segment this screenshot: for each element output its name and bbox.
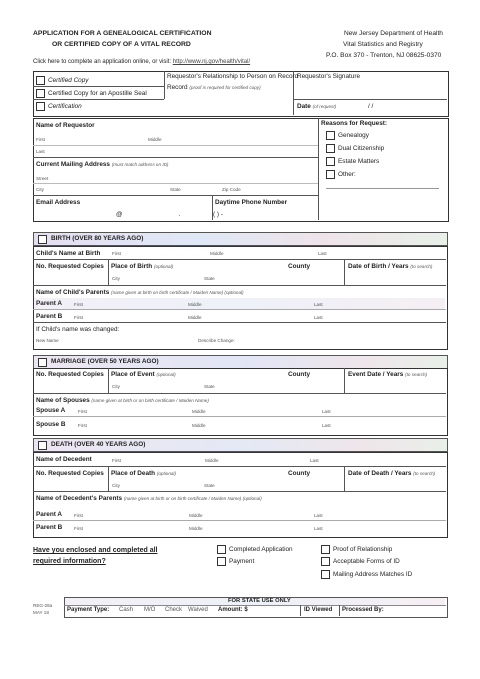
form-revision-date: MAY 18: [33, 610, 49, 615]
certification-option[interactable]: Certification: [36, 102, 82, 111]
marriage-copies-label: No. Requested Copies: [36, 371, 104, 378]
reason-estate-matters[interactable]: Estate Matters: [326, 157, 379, 166]
child-middle-name[interactable]: Middle: [210, 251, 224, 256]
checklist-payment[interactable]: Payment: [217, 557, 254, 566]
requestor-middle-name[interactable]: Middle: [148, 137, 162, 142]
spouse-b-last[interactable]: Last: [322, 423, 331, 428]
agency-name: New Jersey Department of Health: [344, 30, 443, 37]
marriage-city-field[interactable]: City: [112, 384, 120, 389]
checklist-question-line2: required information?: [33, 558, 106, 565]
death-state-field[interactable]: State: [204, 483, 215, 488]
apostille-option[interactable]: Certified Copy for an Apostille Seal: [36, 89, 147, 98]
death-parent-b-middle[interactable]: Middle: [189, 526, 203, 531]
parent-a-label: Parent A: [36, 300, 63, 307]
birth-section-title: BIRTH (OVER 80 YEARS AGO): [51, 235, 144, 242]
death-parent-a-middle[interactable]: Middle: [189, 513, 203, 518]
child-last-name[interactable]: Last: [318, 251, 327, 256]
state-field[interactable]: State: [170, 187, 181, 192]
event-date-label: Event Date / Years (to search): [348, 371, 428, 378]
event-date-field[interactable]: [350, 380, 442, 390]
parent-b-middle[interactable]: Middle: [188, 315, 202, 320]
other-checkbox[interactable]: [326, 170, 335, 179]
agency-address: P.O. Box 370 - Trenton, NJ 08625-0370: [326, 52, 442, 59]
dual-citizenship-checkbox[interactable]: [326, 144, 335, 153]
spouse-b-first[interactable]: First: [78, 423, 87, 428]
death-copies-field[interactable]: [40, 479, 100, 489]
zip-field[interactable]: Zip Code: [222, 187, 241, 192]
describe-change-field[interactable]: Describe Change:: [198, 338, 235, 343]
signature-field[interactable]: [297, 82, 445, 97]
apostille-checkbox[interactable]: [36, 89, 45, 98]
completed-application-checkbox[interactable]: [217, 545, 226, 554]
email-field[interactable]: @ .: [116, 211, 181, 218]
reasons-label: Reasons for Request:: [321, 120, 388, 127]
birth-county-label: County: [288, 263, 311, 270]
payment-check[interactable]: Check: [165, 607, 183, 613]
death-parent-b-last[interactable]: Last: [314, 526, 323, 531]
death-city-field[interactable]: City: [112, 483, 120, 488]
acceptable-id-checkbox[interactable]: [321, 557, 330, 566]
birth-copies-label: No. Requested Copies: [36, 263, 104, 270]
death-parent-b-label: Parent B: [36, 524, 63, 531]
agency-division: Vital Statistics and Registry: [343, 41, 423, 48]
death-parent-a-last[interactable]: Last: [314, 513, 323, 518]
death-checkbox[interactable]: [38, 441, 47, 450]
requestor-name-label: Name of Requestor: [36, 122, 95, 129]
birth-section-header: [33, 232, 448, 246]
payment-cash[interactable]: Cash: [119, 607, 134, 613]
death-copies-label: No. Requested Copies: [36, 470, 104, 477]
birth-checkbox[interactable]: [38, 235, 47, 244]
marriage-copies-field[interactable]: [40, 380, 100, 390]
decedent-first-name[interactable]: First: [112, 458, 121, 463]
name-changed-label: If Child's name was changed:: [36, 326, 120, 333]
childs-name-label: Child's Name at Birth: [36, 250, 101, 257]
parent-a-last[interactable]: Last: [314, 302, 323, 307]
birth-city-field[interactable]: City: [112, 276, 120, 281]
reason-genealogy[interactable]: Genealogy: [326, 131, 369, 140]
amount-label: Amount: $: [218, 607, 248, 613]
place-of-birth-label: Place of Birth (optional): [111, 263, 174, 270]
death-section-header: [33, 438, 448, 452]
spouse-a-label: Spouse A: [36, 407, 66, 414]
spouse-a-first[interactable]: First: [78, 409, 87, 414]
checklist-completed-application[interactable]: Completed Application: [217, 545, 293, 554]
spouse-a-middle[interactable]: Middle: [192, 409, 206, 414]
signature-label: Requestor's Signature: [297, 73, 361, 80]
birth-copies-field[interactable]: [40, 272, 100, 282]
relationship-label-2: Record (proof is required for certified copy): [167, 84, 261, 91]
mailing-address-checkbox[interactable]: [321, 570, 330, 579]
date-of-death-label: Date of Death / Years (to search): [348, 470, 436, 477]
decedent-parents-label: Name of Decedent's Parents (name given at birth or on birth certificate / Maiden Name) (optional): [36, 495, 262, 502]
proof-of-relationship-checkbox[interactable]: [321, 545, 330, 554]
relationship-label: Requestor's Relationship to Person on Record: [167, 73, 299, 80]
estate-matters-checkbox[interactable]: [326, 157, 335, 166]
form-title-line1: APPLICATION FOR A GENEALOGICAL CERTIFICATION: [33, 30, 212, 37]
payment-type-label: Payment Type:: [67, 607, 110, 613]
date-of-birth-label: Date of Birth / Years (to search): [348, 263, 433, 270]
death-parent-a-label: Parent A: [36, 511, 63, 518]
requestor-box: [33, 118, 449, 222]
death-section-title: DEATH (OVER 40 YEARS AGO): [51, 441, 146, 448]
state-use-label: FOR STATE USE ONLY: [228, 598, 291, 604]
genealogy-checkbox[interactable]: [326, 131, 335, 140]
street-field[interactable]: Street: [36, 176, 49, 181]
birth-state-field[interactable]: State: [204, 276, 215, 281]
parent-b-last[interactable]: Last: [314, 315, 323, 320]
death-parent-a-first[interactable]: First: [74, 513, 83, 518]
email-label: Email Address: [36, 199, 81, 206]
mailing-address-label: Current Mailing Address (must match address on ID): [36, 161, 169, 168]
checklist-proof-of-relationship[interactable]: Proof of Relationship: [321, 545, 392, 554]
request-date-field[interactable]: / /: [368, 103, 374, 110]
date-of-death-field[interactable]: [350, 479, 442, 489]
checklist-acceptable-id[interactable]: Acceptable Forms of ID: [321, 557, 400, 566]
spouse-b-label: Spouse B: [36, 421, 66, 428]
requestor-first-name[interactable]: First: [36, 137, 45, 142]
phone-field[interactable]: ( ) -: [213, 211, 223, 218]
decedent-middle-name[interactable]: Middle: [205, 458, 219, 463]
place-of-event-label: Place of Event (optional): [111, 371, 176, 378]
parent-b-first[interactable]: First: [74, 315, 83, 320]
other-reason-field[interactable]: [326, 188, 439, 189]
decedent-last-name[interactable]: Last: [310, 458, 319, 463]
parent-a-first[interactable]: First: [74, 302, 83, 307]
id-viewed-label: ID Viewed: [304, 607, 333, 613]
parent-a-middle[interactable]: Middle: [188, 302, 202, 307]
payment-checkbox[interactable]: [217, 557, 226, 566]
checklist-mailing-address[interactable]: Mailing Address Matches ID: [321, 570, 412, 579]
spouse-a-last[interactable]: Last: [322, 409, 331, 414]
marriage-section-title: MARRIAGE (OVER 50 YEARS AGO): [51, 358, 159, 365]
vital-records-link[interactable]: http://www.nj.gov/health/vital/: [172, 59, 251, 65]
spouses-label: Name of Spouses (name given at birth or on birth certificate / Maiden Name): [36, 397, 209, 404]
phone-label: Daytime Phone Number: [215, 199, 288, 206]
place-of-death-label: Place of Death (optional): [111, 470, 176, 477]
death-county-label: County: [288, 470, 311, 477]
payment-waived[interactable]: Waived: [188, 607, 208, 613]
form-id: REG-29a: [33, 603, 53, 608]
form-title-line2: OR CERTIFIED COPY OF A VITAL RECORD: [52, 41, 191, 48]
certified-copy-checkbox[interactable]: [36, 76, 45, 85]
online-instructions: Click here to complete an application online, or visit: http://www.nj.gov/health/vital/: [33, 59, 251, 65]
marriage-section-header: [33, 355, 448, 369]
reason-other[interactable]: Other:: [326, 170, 356, 179]
marriage-county-label: County: [288, 371, 311, 378]
reason-dual-citizenship[interactable]: Dual Citizenship: [326, 144, 384, 153]
childs-parents-label: Name of Child's Parents (name given at birth on birth certificate / Maiden Name) (optional): [36, 289, 244, 296]
processed-by-label: Processed By:: [342, 607, 384, 613]
death-parent-b-first[interactable]: First: [74, 526, 83, 531]
parent-b-label: Parent B: [36, 313, 63, 320]
certification-checkbox[interactable]: [36, 102, 45, 111]
requestor-last-name[interactable]: Last: [36, 149, 45, 154]
certified-copy-option[interactable]: Certified Copy: [36, 76, 89, 85]
city-field[interactable]: City: [36, 187, 44, 192]
new-name-field[interactable]: New Name: [36, 338, 59, 343]
payment-mo[interactable]: M/O: [144, 607, 156, 613]
marriage-checkbox[interactable]: [38, 358, 47, 367]
spouse-b-middle[interactable]: Middle: [192, 423, 206, 428]
date-of-birth-field[interactable]: [350, 272, 442, 282]
child-first-name[interactable]: First: [112, 251, 121, 256]
request-date-label: Date (of request): [297, 103, 337, 110]
decedent-name-label: Name of Decedent: [36, 456, 92, 463]
marriage-state-field[interactable]: State: [204, 384, 215, 389]
relationship-field[interactable]: [167, 93, 291, 98]
checklist-question-line1: Have you enclosed and completed all: [33, 547, 158, 554]
